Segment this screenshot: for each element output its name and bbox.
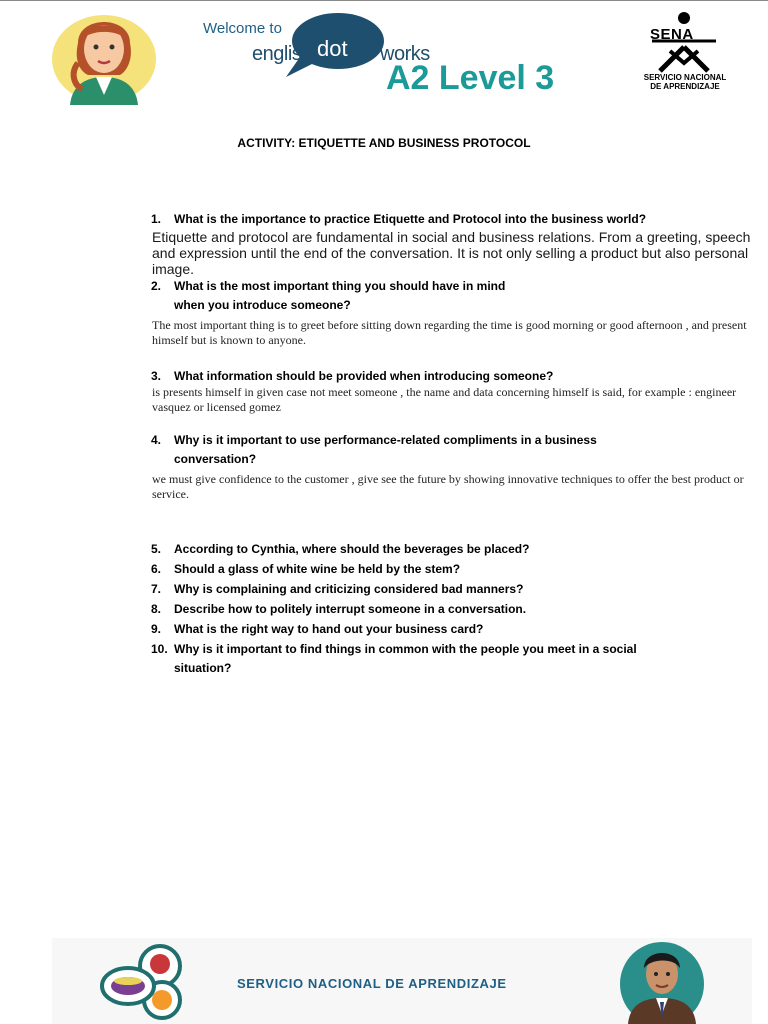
man-avatar-icon [614,940,710,1024]
brand-works: works [380,43,430,65]
list-item: 5. According to Cynthia, where should the beverages be placed? [151,542,530,556]
brand-dot: dot [317,36,348,61]
list-item: 8. Describe how to politely interrupt someone in a conversation. [151,602,527,616]
remaining-questions-list [151,542,637,682]
list-item: 10. Why is it important to find things in common with the people you meet in a social situation? [151,642,637,675]
welcome-text: Welcome to [203,20,282,37]
answer-1: Etiquette and protocol are fundamental in social and business relations. From a greeting, speech and expression until the end of the conversation. It is not only selling a product but also personal image. [152,229,751,277]
woman-avatar-icon [48,3,160,105]
question-3: 3. What information should be provided when introducing someone? [151,369,554,383]
activity-title: ACTIVITY: ETIQUETTE AND BUSINESS PROTOCOL [237,136,531,150]
brand-english: english [252,43,312,65]
footer-banner [52,938,752,1024]
list-item: 9. What is the right way to hand out your business card? [151,622,484,636]
footer-text: SERVICIO NACIONAL DE APRENDIZAJE [237,976,507,991]
list-item: 6. Should a glass of white wine be held by the stem? [151,562,461,576]
header-banner [0,1,768,105]
fruit-bowl-icon [100,942,195,1022]
english-dot-works-logo [200,9,600,101]
answer-3: is presents himself in given case not meet someone , the name and data concerning himself is said, for example : engineer vasquez or licensed gomez [152,385,737,414]
sena-subtitle: SERVICIO NACIONAL DE APRENDIZAJE [643,73,727,91]
question-4: 4. Why is it important to use performance-related compliments in a business conversation? [151,433,597,466]
sena-name: SENA [650,26,694,43]
question-1: 1. What is the importance to practice Etiquette and Protocol into the business world? [151,212,647,226]
level-title: A2 Level 3 [386,59,555,97]
sena-logo [630,11,740,101]
answer-2: The most important thing is to greet before sitting down regarding the time is good morning or good afternoon , and present himself but is known to anyone. [152,318,747,347]
list-item: 7. Why is complaining and criticizing considered bad manners? [151,582,524,596]
question-2: 2. What is the most important thing you should have in mind when you introduce someone? [151,279,506,312]
answer-4: we must give confidence to the customer , give see the future by showing innovative techniques to offer the best product or service. [152,472,744,501]
